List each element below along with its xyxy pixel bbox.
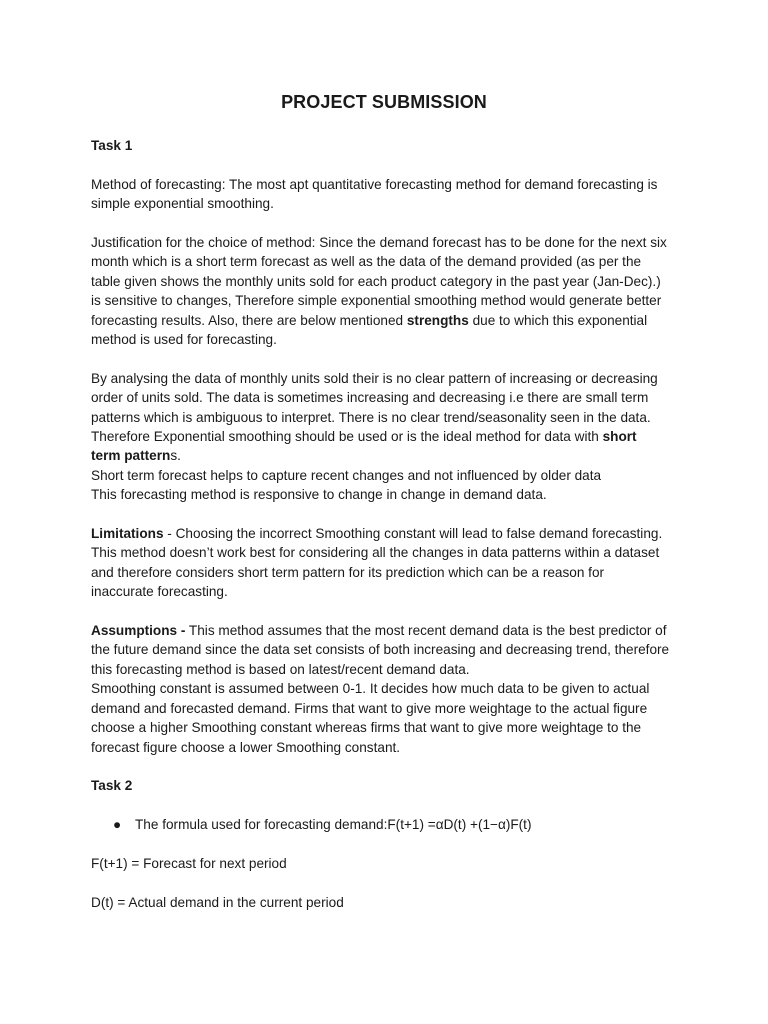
text-run: Therefore Exponential smoothing should be used or is the ideal method for data with — [91, 429, 603, 445]
justification-line — [91, 311, 686, 330]
assumptions-line: Smoothing constant is assumed between 0-1. It decides how much data to be given to actual — [91, 681, 650, 697]
formula-bullet — [91, 815, 686, 834]
task1-heading: Task 1 — [91, 138, 133, 153]
method-line: simple exponential smoothing. — [91, 196, 274, 212]
method-paragraph — [91, 175, 686, 214]
justification-paragraph — [91, 233, 686, 349]
short-emphasis: short — [602, 429, 637, 445]
text-run: s. — [170, 448, 181, 464]
formula-text: The formula used for forecasting demand:F(t+1) =αD(t) +(1−α)F(t) — [135, 817, 532, 833]
text-run: due to which this exponential — [468, 312, 648, 328]
justification-line: method is used for forecasting. — [91, 332, 277, 348]
analysis-paragraph — [91, 369, 686, 505]
task2-heading: Task 2 — [91, 778, 133, 794]
forecast-definition: F(t+1) = Forecast for next period — [91, 855, 287, 871]
assumptions-line: the future demand since the data set consists of both increasing and decreasing trend, therefore — [91, 642, 670, 658]
document-body — [91, 136, 686, 912]
justification-line: month which is a short term forecast as well as the data of the demand provided (as per the — [91, 254, 642, 270]
page-title: PROJECT SUBMISSION — [281, 92, 487, 112]
analysis-line: By analysing the data of monthly units sold their is no clear pattern of increasing or decreasing — [91, 370, 658, 386]
analysis-line: order of units sold. The data is sometimes increasing and decreasing i.e there are small term — [91, 390, 649, 406]
analysis-line: patterns which is ambiguous to interpret. There is no clear trend/seasonality seen in the data. — [91, 409, 651, 425]
limitations-line: and therefore considers short term pattern for its prediction which can be a reason for — [91, 564, 605, 580]
term-pattern-emphasis: term pattern — [91, 448, 171, 464]
assumptions-line — [91, 621, 686, 640]
actual-demand-definition: D(t) = Actual demand in the current period — [91, 894, 344, 910]
text-run: This method assumes that the most recent demand data is the best predictor of — [185, 623, 667, 639]
assumptions-line: forecast figure choose a lower Smoothing constant. — [91, 739, 401, 755]
analysis-line — [91, 446, 686, 465]
justification-line: table given shows the monthly units sold for each product category in the past year (Jan-Dec).) — [91, 273, 661, 289]
bullet-icon: ● — [113, 817, 122, 833]
text-run: - Choosing the incorrect Smoothing constant will lead to false demand forecasting. — [163, 526, 663, 542]
limitations-line — [91, 524, 686, 543]
assumptions-paragraph — [91, 621, 686, 757]
limitations-paragraph — [91, 524, 686, 602]
limitations-label: Limitations — [91, 526, 164, 542]
limitations-line: inaccurate forecasting. — [91, 584, 228, 600]
justification-line: is sensitive to changes, Therefore simple exponential smoothing method would generate better — [91, 293, 662, 309]
assumptions-label: Assumptions - — [91, 623, 186, 639]
limitations-line: This method doesn’t work best for considering all the changes in data patterns within a dataset — [91, 545, 660, 561]
text-run: forecasting results. Also, there are below mentioned — [91, 312, 407, 328]
strengths-emphasis: strengths — [406, 312, 469, 328]
analysis-line: This forecasting method is responsive to change in change in demand data. — [91, 487, 547, 503]
justification-line: Justification for the choice of method: Since the demand forecast has to be done for the next six — [91, 235, 667, 250]
method-line: Method of forecasting: The most apt quantitative forecasting method for demand forecasting is — [91, 176, 658, 192]
analysis-line — [91, 427, 686, 446]
assumptions-line: choose a higher Smoothing constant whereas firms that want to give more weightage to the — [91, 720, 642, 736]
analysis-line: Short term forecast helps to capture recent changes and not influenced by older data — [91, 467, 602, 483]
assumptions-line: this forecasting method is based on latest/recent demand data. — [91, 661, 470, 677]
assumptions-line: demand and forecasted demand. Firms that want to give more weightage to the actual figure — [91, 700, 648, 716]
